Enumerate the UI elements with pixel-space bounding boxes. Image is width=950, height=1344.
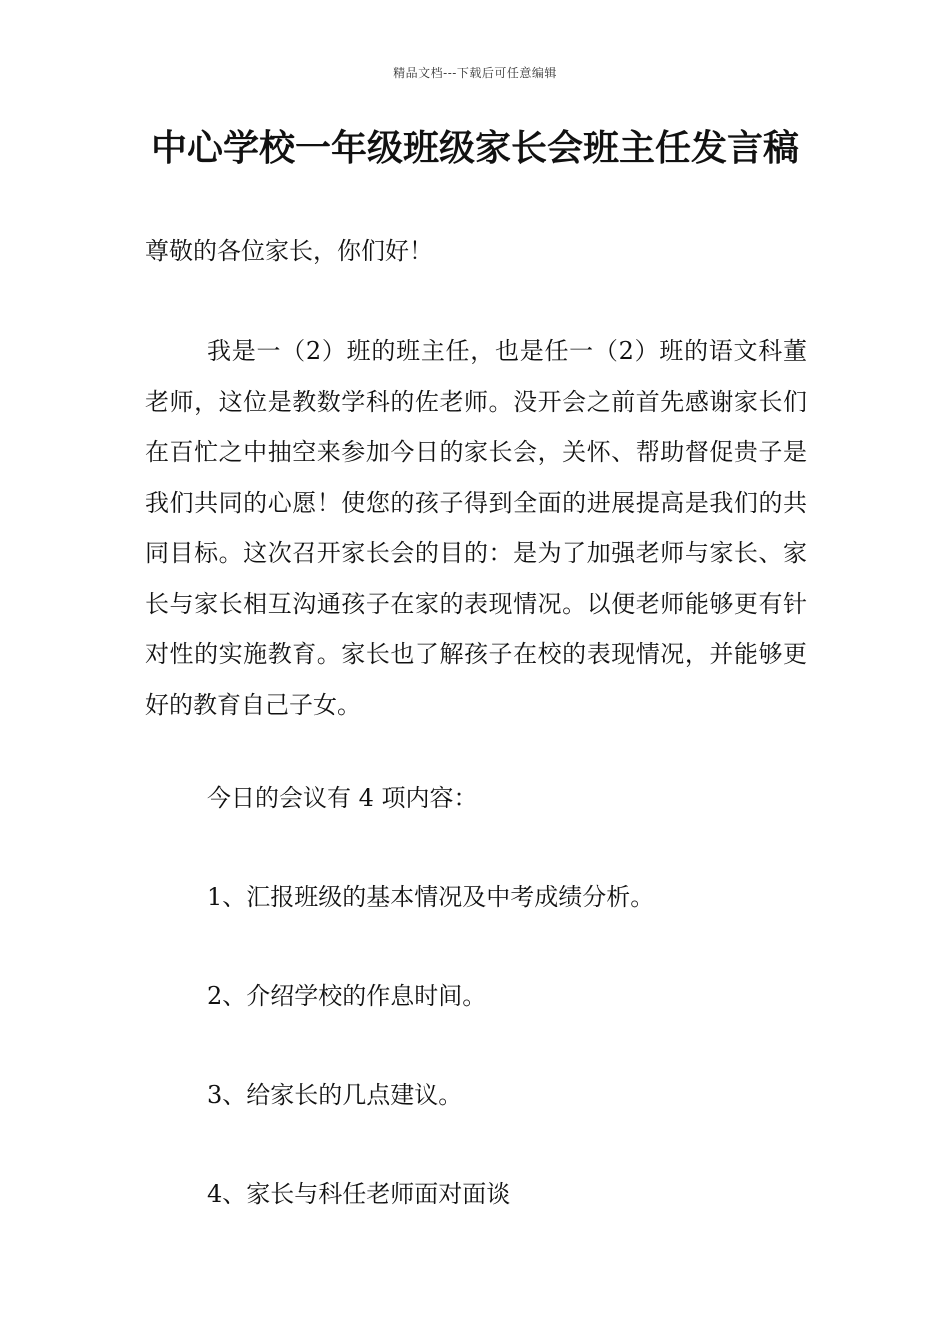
greeting: 尊敬的各位家长，你们好！ [145,237,433,265]
agenda-item-4: 4、家长与科任老师面对面谈 [207,1180,511,1208]
agenda-intro: 今日的会议有 4 项内容： [207,784,478,812]
agenda-item-2: 2、介绍学校的作息时间。 [207,982,487,1010]
header-note: 精品文档---下载后可任意编辑 [393,66,557,80]
document-title: 中心学校一年级班级家长会班主任发言稿 [150,128,799,169]
agenda-item-1: 1、汇报班级的基本情况及中考成绩分析。 [207,883,655,911]
agenda-item-3: 3、给家长的几点建议。 [207,1081,463,1109]
intro-paragraph: 我是一（2）班的班主任，也是任一（2）班的语文科董老师，这位是教数学科的佐老师。没开会之前首先感谢家长们在百忙之中抽空来参加今日的家长会，关怀、帮助督促贵子是我们共同的心愿！使您的孩子得到全面的进展提高是我们的共同目标。这次召开家长会的目的：是为了加强老师与家长、家长与家长相互沟通孩子在家的表现情况。以便老师能够更有针对性的实施教育。家长也了解孩子在校的表现情况，并能够更好的教育自己子女。 [145,337,807,719]
